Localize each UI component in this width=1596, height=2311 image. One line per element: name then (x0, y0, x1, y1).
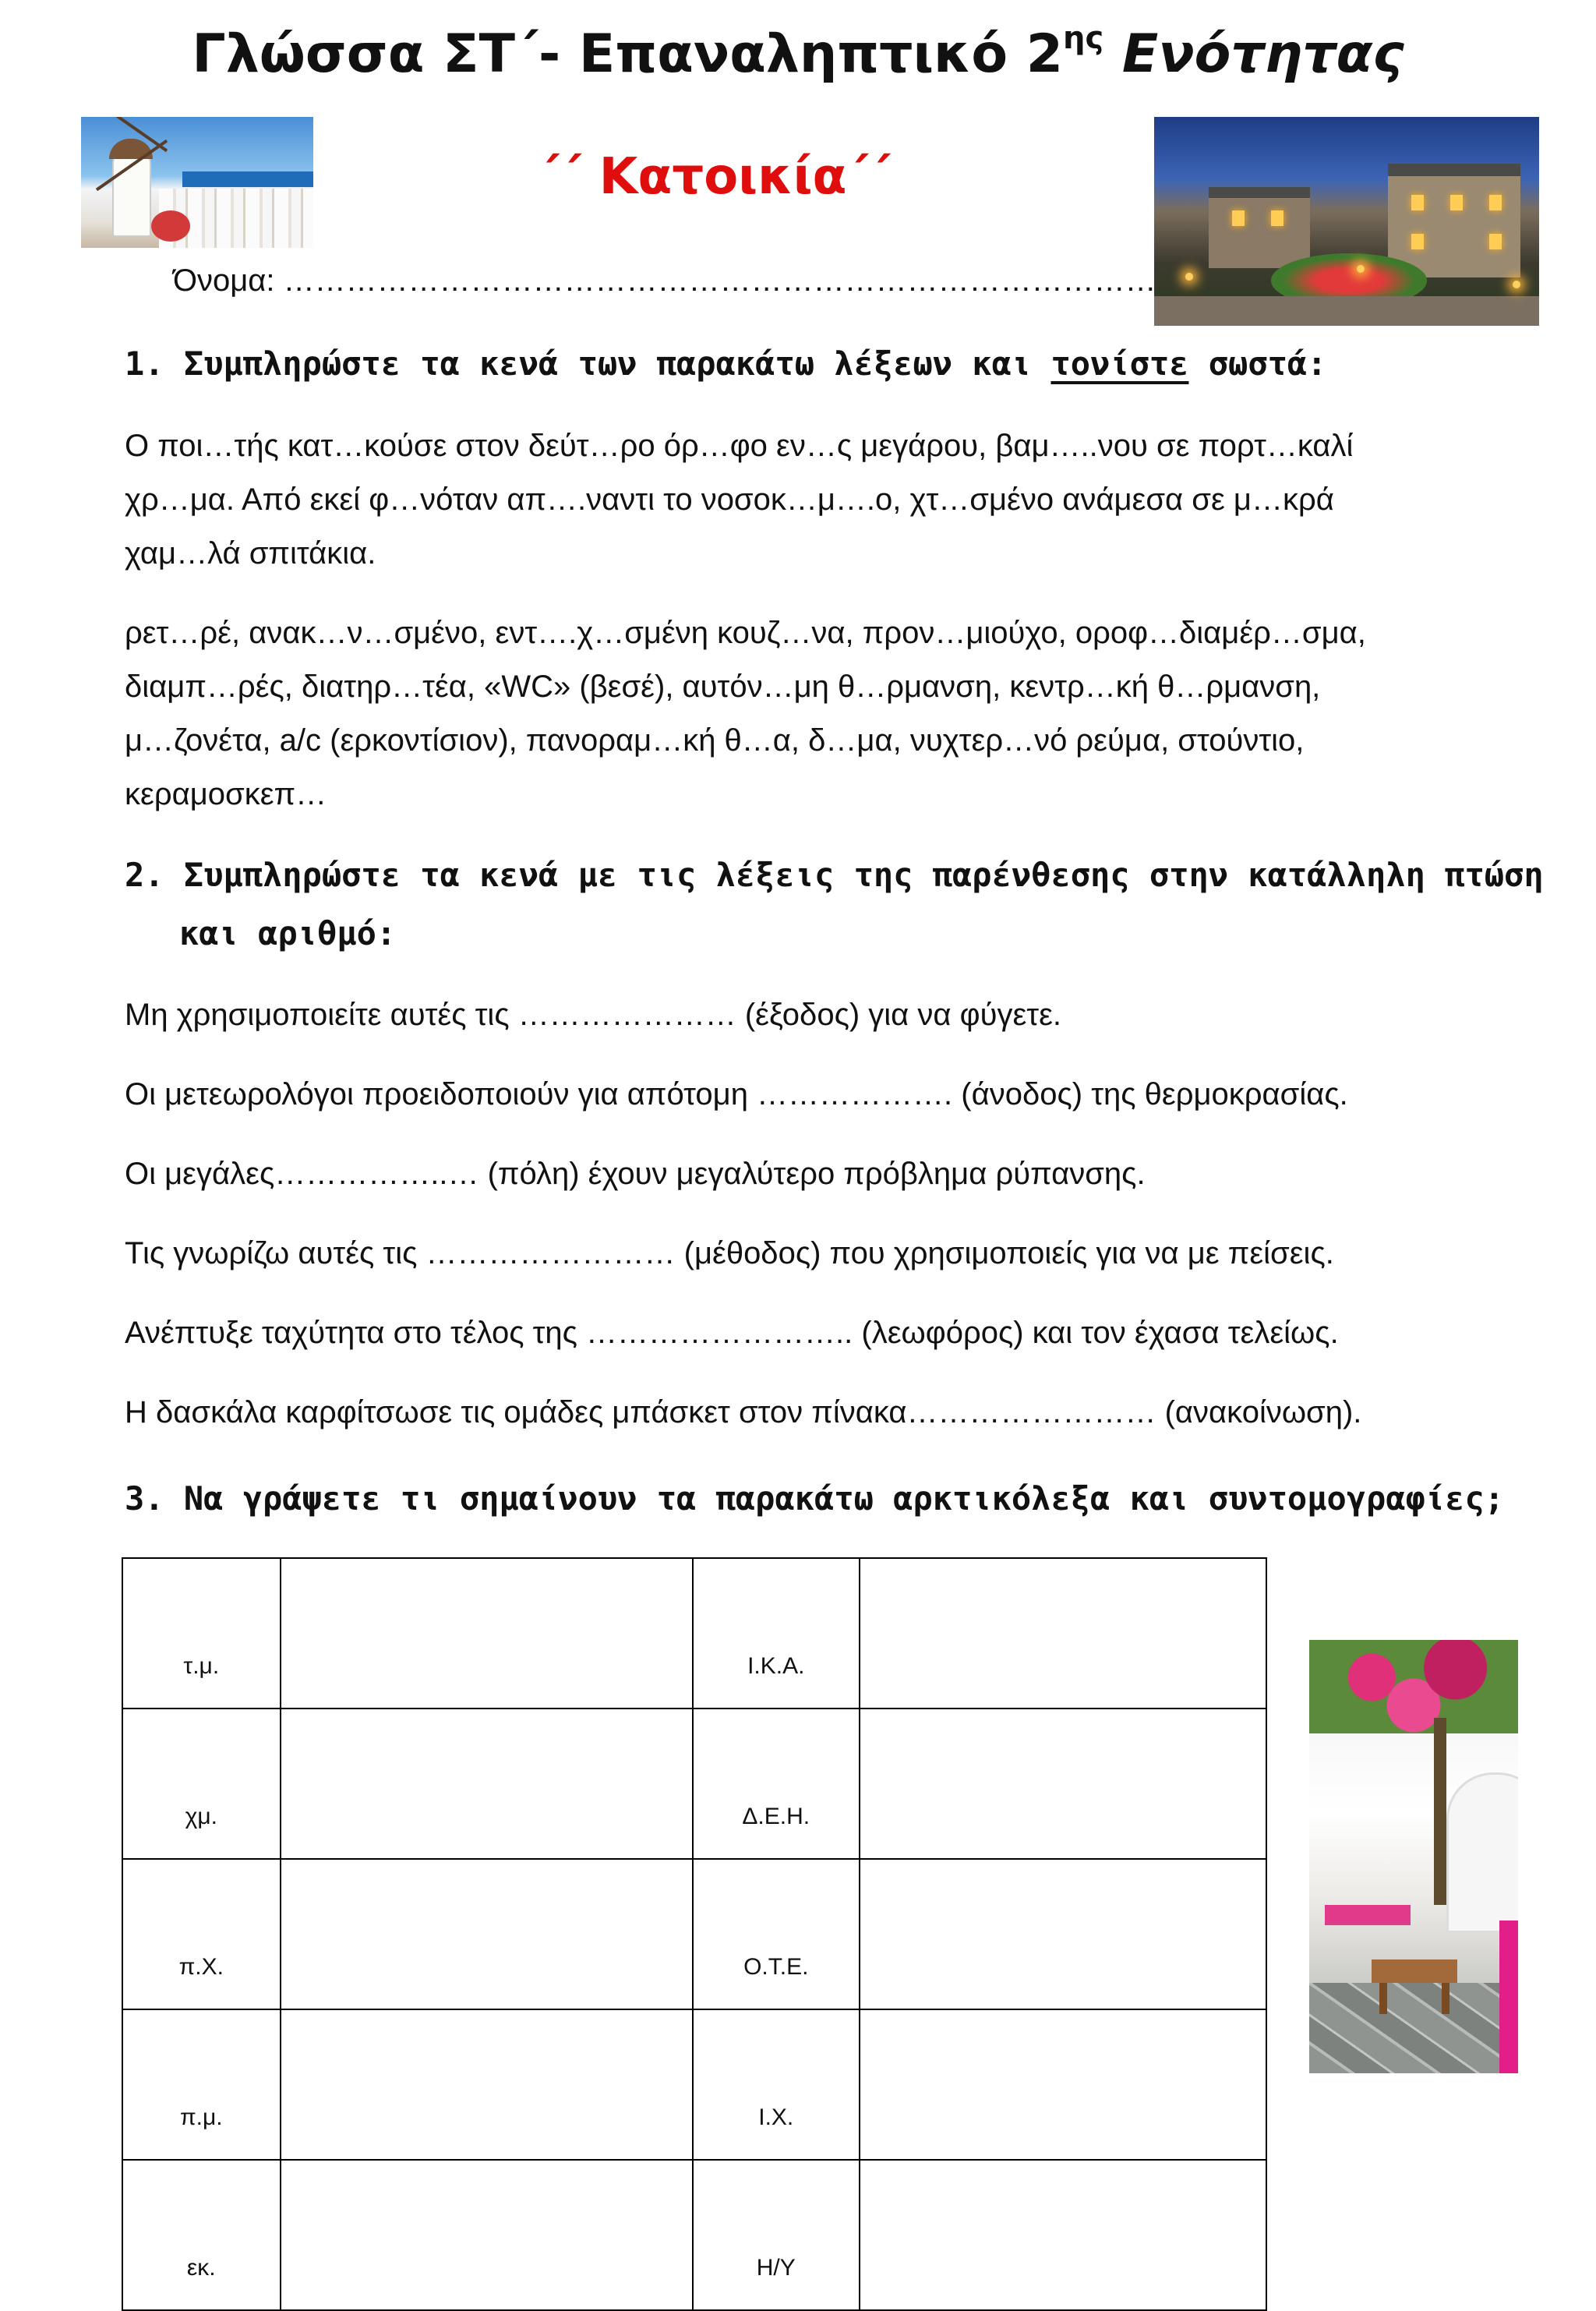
abbreviations-table (122, 1557, 1267, 2311)
q2-heading-line2: και αριθμό: (179, 914, 397, 952)
q2-sentence: Τις γνωρίζω αυτές τις …………………… (μέθοδος) που χρησιμοποιείς για να με πείσεις. (125, 1236, 1334, 1270)
name-field[interactable]: Όνομα: ………………………………………………………………………… (173, 263, 1156, 298)
q1-paragraph-2 (125, 606, 1496, 822)
table-row (122, 1859, 1266, 2009)
text-line: χρ…μα. Από εκεί φ…νόταν απ….ναντι το νοσοκ…μ….ο, χτ…σμένο ανάμεσα σε μ…κρά (125, 482, 1334, 517)
table-row (122, 1709, 1266, 1859)
abbr-cell: Δ.Ε.Η. (693, 1709, 860, 1859)
text-line: Ο ποι…τής κατ…κούσε στον δεύτ…ρο όρ…φο εν…ς μεγάρου, βαμ…..νου σε πορτ…καλί (125, 429, 1354, 463)
q3-heading: 3. Να γράψετε τι σημαίνουν τα παρακάτω αρκτικόλεξα και συντομογραφίες; (125, 1479, 1505, 1518)
table-row (122, 2160, 1266, 2310)
answer-cell[interactable] (281, 1709, 693, 1859)
page-title: Γλώσσα ΣΤ΄- Επαναληπτικό $2^{\eta\varsigma}$ Ενότητας (192, 20, 1404, 85)
abbr-cell: Η/Υ (693, 2160, 860, 2310)
q2-sentence: Ανέπτυξε ταχύτητα στο τέλος της …………………….. (λεωφόρος) και τον έχασα τελείως. (125, 1316, 1339, 1350)
abbr-cell: τ.μ. (122, 1558, 281, 1709)
q1-paragraph-1 (125, 419, 1496, 581)
answer-cell[interactable] (860, 2009, 1266, 2160)
mykonos-windmill-photo (81, 117, 313, 248)
q1-heading: 1. Συμπληρώστε τα κενά των παρακάτω λέξεων και τονίστε σωστά: (125, 345, 1327, 383)
abbr-cell: Ι.Χ. (693, 2009, 860, 2160)
text-line: χαμ…λά σπιτάκια. (125, 536, 376, 571)
text-line: ρετ…ρέ, ανακ…ν…σμένο, εντ….χ…σμένη κουζ…να, προν…μιούχο, οροφ…διαμέρ…σμα, (125, 616, 1366, 650)
courtyard-bougainvillea-photo (1309, 1640, 1518, 2073)
answer-cell[interactable] (281, 1558, 693, 1709)
abbr-cell: Ο.Τ.Ε. (693, 1859, 860, 2009)
table-row (122, 2009, 1266, 2160)
text-line: διαμπ…ρές, διατηρ…τέα, «WC» (βεσέ), αυτόν…μη θ…ρμανση, κεντρ…κή θ…ρμανση, (125, 670, 1321, 704)
q2-sentence: Οι μετεωρολόγοι προειδοποιούν για απότομη ………………. (άνοδος) της θερμοκρασίας. (125, 1077, 1348, 1111)
q2-heading-line1: 2. Συμπληρώστε τα κενά με τις λέξεις της παρένθεσης στην κατάλληλη πτώση (125, 856, 1544, 894)
abbr-cell: π.Χ. (122, 1859, 281, 2009)
abbr-cell: Ι.Κ.Α. (693, 1558, 860, 1709)
table-row (122, 1558, 1266, 1709)
abbr-cell: χμ. (122, 1709, 281, 1859)
answer-cell[interactable] (860, 1558, 1266, 1709)
page-subtitle: ΄΄ Κατοικία΄΄ (538, 148, 891, 206)
q2-sentence: Οι μεγάλες……………..… (πόλη) έχουν μεγαλύτερο πρόβλημα ρύπανσης. (125, 1157, 1146, 1191)
q1-heading-underlined: τονίστε (1050, 345, 1189, 383)
answer-cell[interactable] (281, 2160, 693, 2310)
answer-cell[interactable] (860, 1709, 1266, 1859)
stone-village-night-photo (1154, 117, 1539, 326)
q2-sentence: Μη χρησιμοποιείτε αυτές τις ………………… (έξοδος) για να φύγετε. (125, 998, 1062, 1032)
answer-cell[interactable] (860, 2160, 1266, 2310)
answer-cell[interactable] (860, 1859, 1266, 2009)
answer-cell[interactable] (281, 1859, 693, 2009)
abbr-cell: εκ. (122, 2160, 281, 2310)
answer-cell[interactable] (281, 2009, 693, 2160)
abbr-cell: π.μ. (122, 2009, 281, 2160)
text-line: μ…ζονέτα, a/c (ερκοντίσιον), πανοραμ…κή θ…α, δ…μα, νυχτερ…νό ρεύμα, στούντιο, (125, 723, 1305, 758)
text-line: κεραμοσκεπ… (125, 777, 327, 811)
q2-sentence: Η δασκάλα καρφίτσωσε τις ομάδες μπάσκετ στον πίνακα…………………… (ανακοίνωση). (125, 1395, 1362, 1429)
